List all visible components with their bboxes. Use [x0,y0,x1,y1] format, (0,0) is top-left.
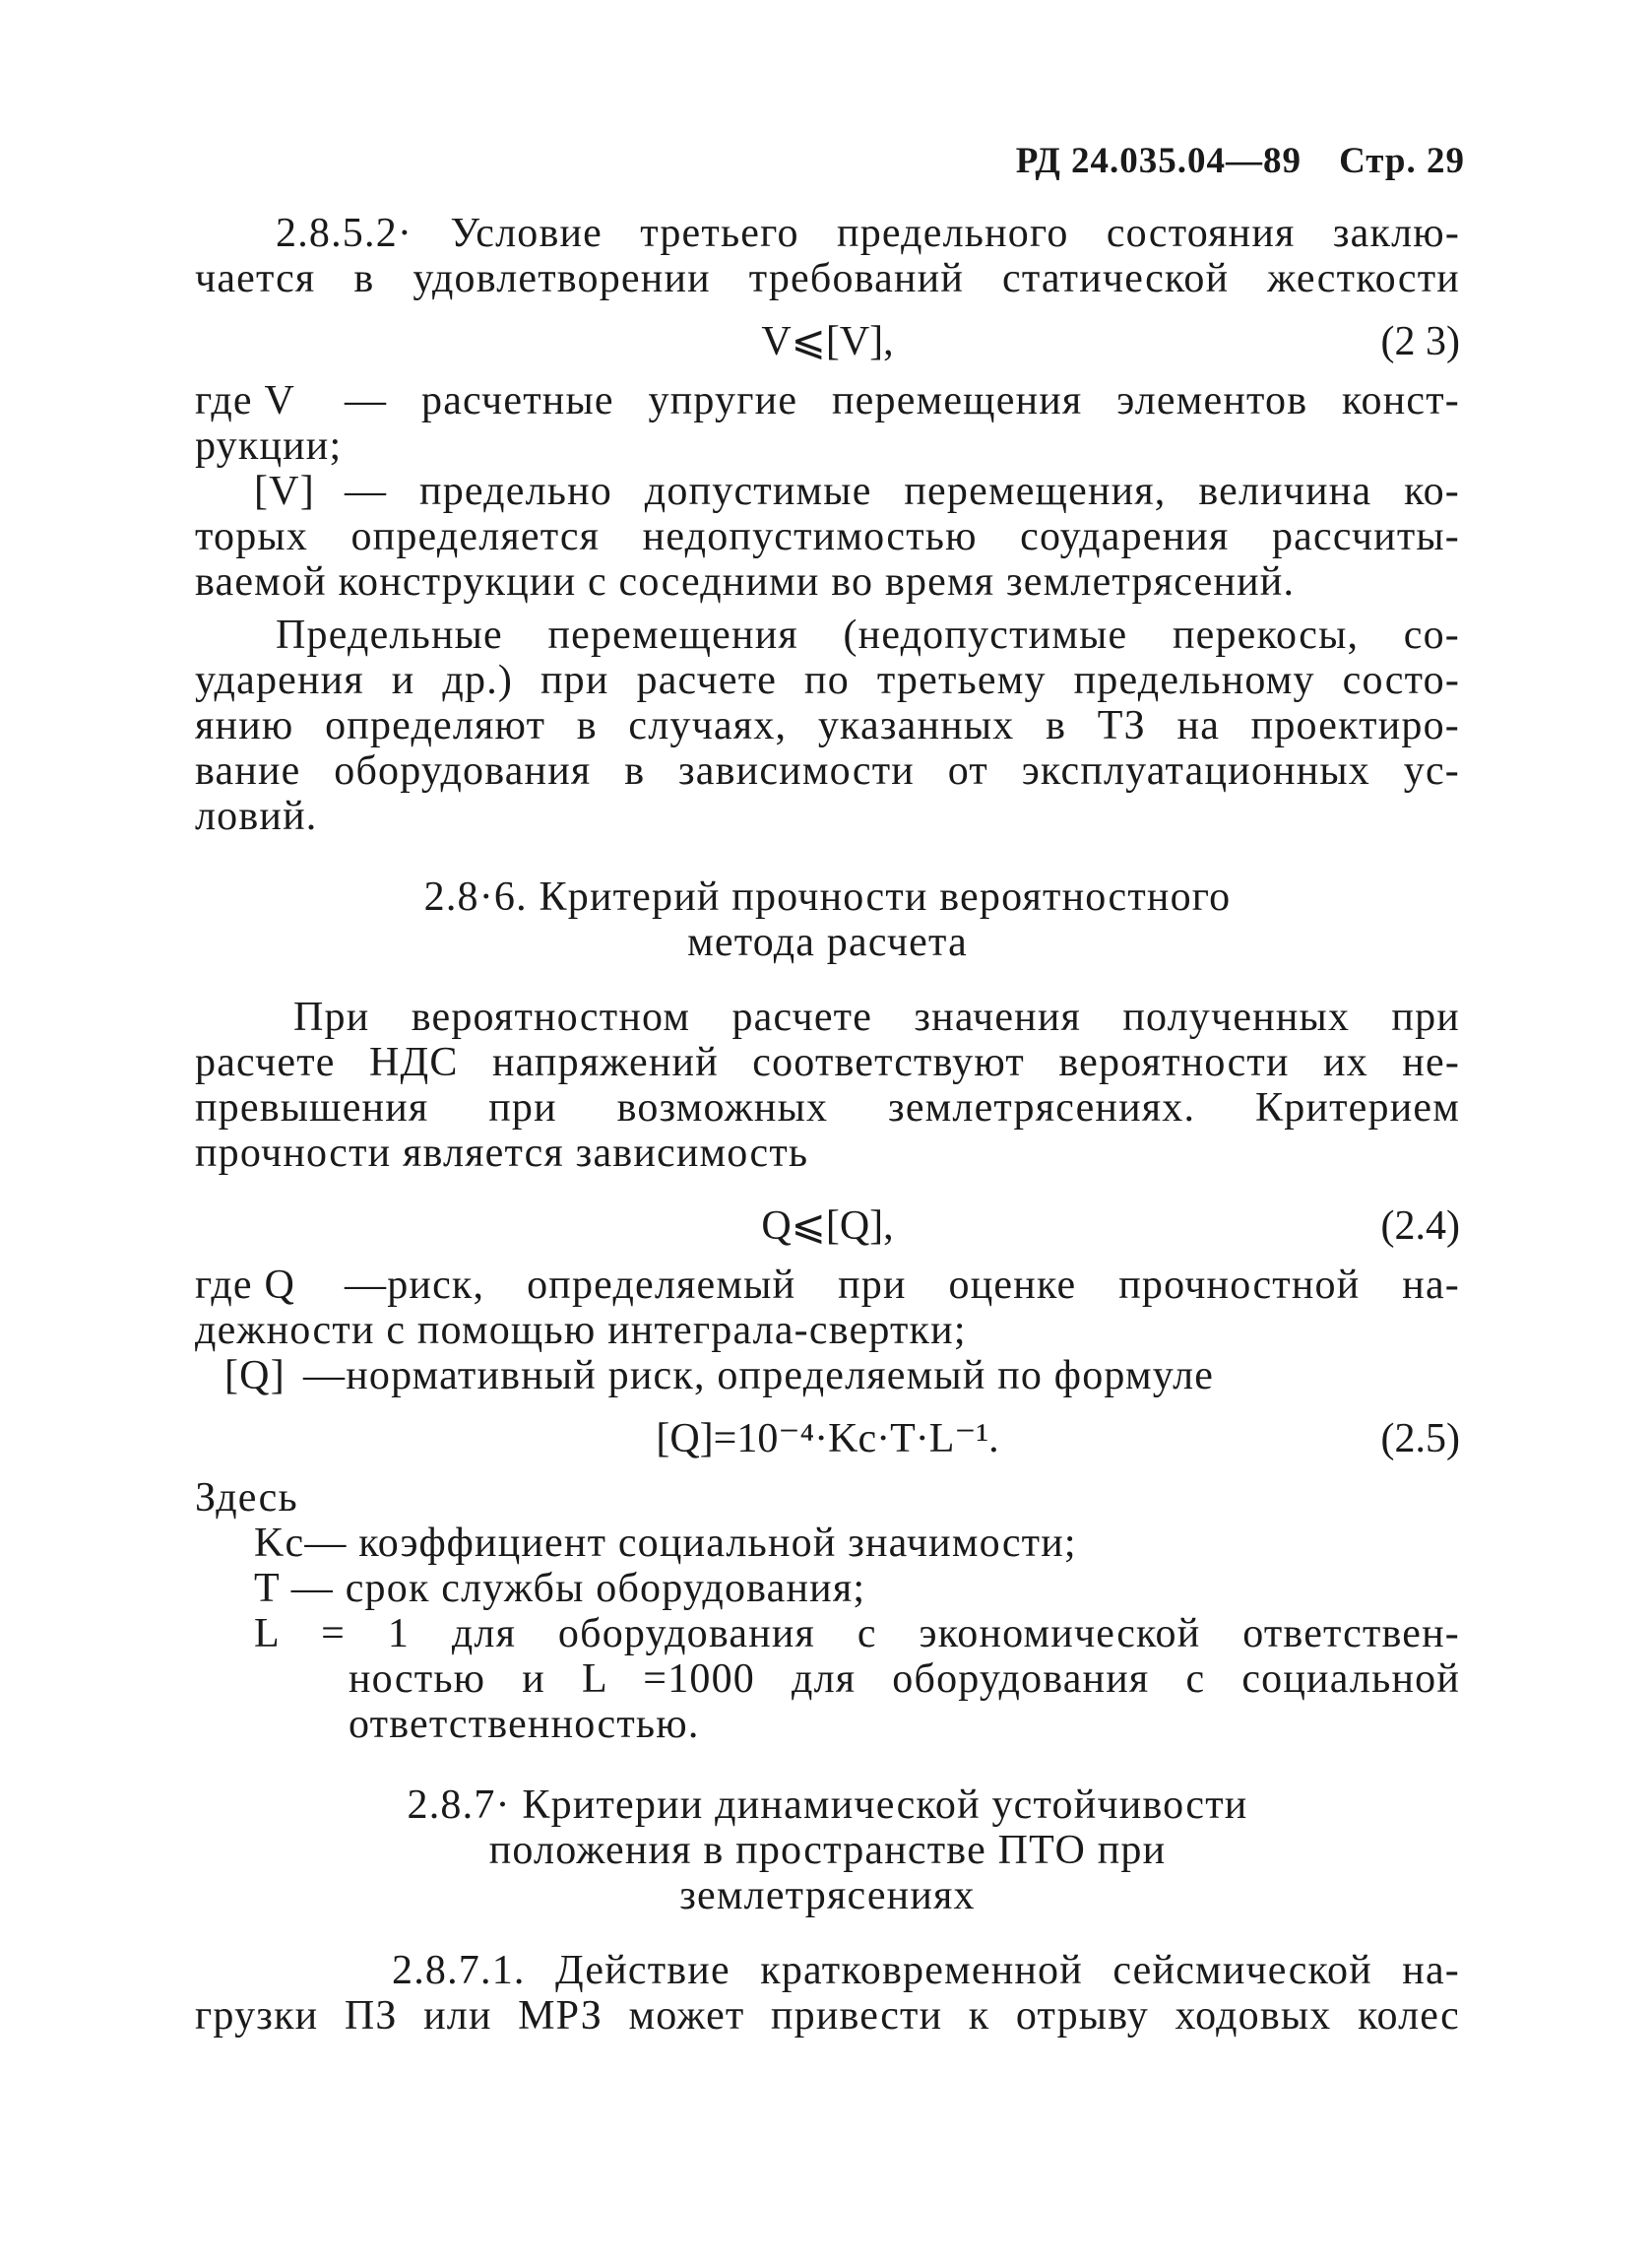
formula-number: (2 3) [1380,319,1460,364]
formula-expression: Q⩽[Q], [761,1203,894,1249]
definition-row [195,378,1460,423]
definition-term: где V [195,378,295,423]
text-line: ностью и L =1000 для оборудования с социальной [349,1656,1460,1702]
definition-term: [V] [254,469,315,514]
formula-2-5 [195,1412,1460,1465]
heading-line: 2.8.7· Критерии динамической устойчивости [407,1782,1248,1828]
here-label: Здесь [195,1475,298,1521]
definition-term: [Q] [224,1353,286,1398]
text-line: чается в удовлетворении требований статической жесткости [195,256,1460,301]
text-line: При вероятностном расчете значения полученных при [293,995,1460,1040]
text-line: 2.8.5.2· Условие третьего предельного состояния заклю- [276,211,1460,256]
definition-desc: — расчетные упругие перемещения элементов конст- [345,378,1460,423]
paragraph-limit-displacements [195,613,1460,839]
heading-line: положения в пространстве ПТО при [488,1828,1167,1873]
paragraph-2-8-7-1 [195,1948,1460,2039]
definition-row [195,1353,1460,1398]
text-line: грузки ПЗ или МРЗ может привести к отрыву ходовых колес [195,1993,1460,2039]
formula-2-3 [195,315,1460,368]
text-line: ловий. [195,794,318,839]
definition-desc: —риск, определяемый при оценке прочностной на- [345,1263,1460,1308]
definition-cont: рукции; [195,423,343,469]
heading-2-8-7 [195,1782,1460,1918]
definitions-v [195,378,1460,605]
symbol-row: T — срок службы оборудования; [254,1566,866,1611]
formula-expression: [Q]=10⁻⁴·Kc·T·L⁻¹. [656,1416,999,1461]
definition-cont [195,514,1460,605]
text-column [195,211,1460,2039]
symbol-cont [254,1656,1460,1747]
text-line: 2.8.7.1. Действие кратковременной сейсмической на- [392,1948,1460,1993]
text-line: Предельные перемещения (недопустимые перекосы, со- [276,613,1460,658]
formula-2-4 [195,1199,1460,1253]
heading-line: метода расчета [687,920,968,965]
definitions-q [195,1263,1460,1398]
formula-expression: V⩽[V], [761,319,894,364]
symbol-list [195,1521,1460,1747]
paragraph-2-8-6 [195,995,1460,1176]
text-line: ударения и др.) при расчете по третьему предельному состо- [195,658,1460,703]
paragraph-2-8-5-2 [195,211,1460,301]
symbol-row: Kc— коэффициент социальной значимости; [254,1521,1077,1566]
definition-row [195,469,1460,514]
text-line: ответственностью. [349,1702,700,1747]
definition-desc: —нормативный риск, определяемый по формуле [303,1353,1215,1398]
page-header [1016,140,1465,182]
symbol-row: L = 1 для оборудования с экономической ответствен- [254,1611,1460,1656]
text-line: янию определяют в случаях, указанных в ТЗ на проектиро- [195,703,1460,748]
heading-2-8-6 [195,874,1460,965]
definition-row [195,1263,1460,1308]
definition-term: где Q [195,1263,295,1308]
text-line: ваемой конструкции с соседними во время землетрясений. [195,559,1296,605]
definition-cont: дежности с помощью интеграла-свертки; [195,1308,967,1353]
text-line: вание оборудования в зависимости от эксплуатационных ус- [195,748,1460,794]
definition-desc: — предельно допустимые перемещения, величина ко- [345,469,1460,514]
text-line: торых определяется недопустимостью соударения рассчиты- [195,514,1460,559]
page-number: Стр. 29 [1339,141,1465,181]
text-line: расчете НДС напряжений соответствуют вероятности их не- [195,1040,1460,1085]
doc-code: РД 24.035.04—89 [1015,141,1303,181]
text-line: превышения при возможных землетрясениях. Критерием [195,1085,1460,1131]
formula-number: (2.5) [1380,1416,1460,1461]
formula-number: (2.4) [1380,1203,1460,1249]
heading-line: землетрясениях [679,1873,976,1918]
heading-line: 2.8·6. Критерий прочности вероятностного [423,874,1232,920]
text-line: прочности является зависимость [195,1131,809,1176]
